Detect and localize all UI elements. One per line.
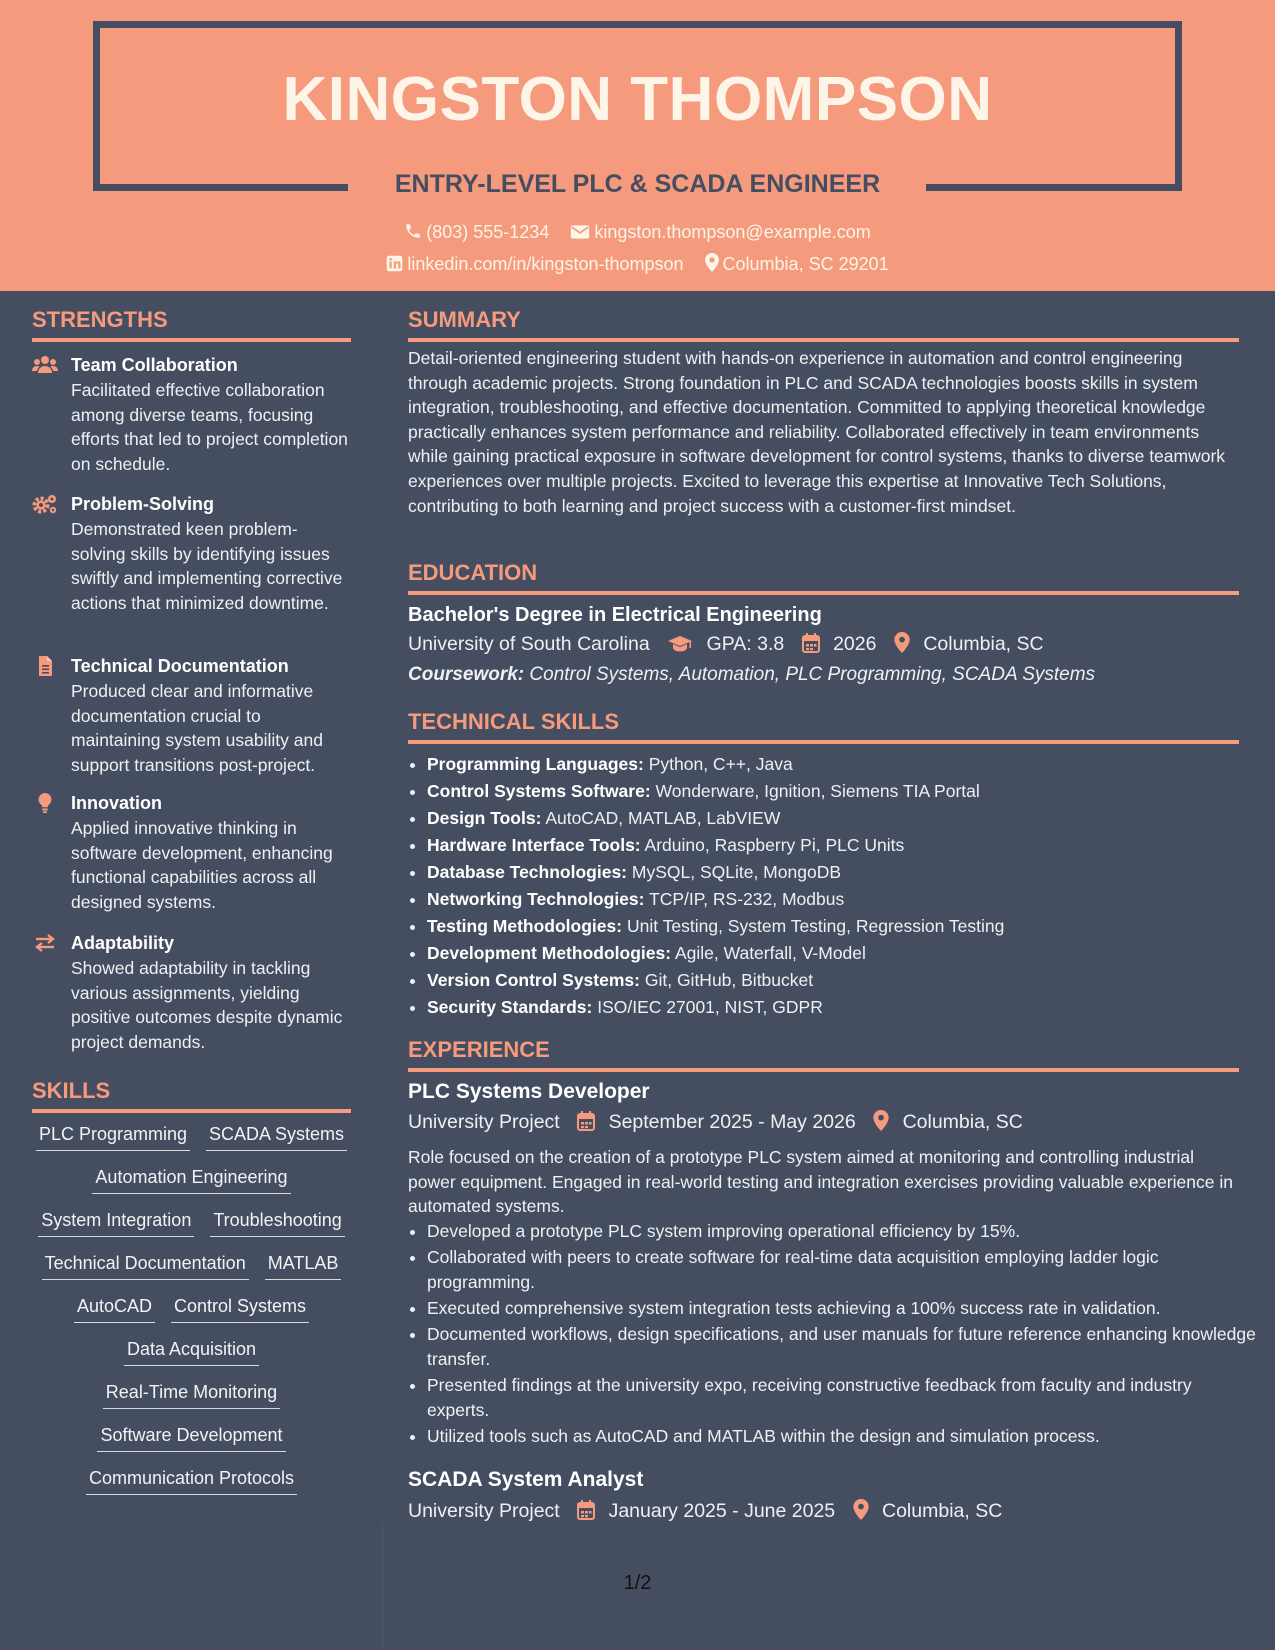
strength-desc: Showed adaptability in tackling various assignments, yielding positive outcomes despite dynamic project demands.: [71, 958, 343, 1052]
strength-desc: Produced clear and informative documentation crucial to maintaining system usability and support transitions post-project.: [71, 681, 323, 775]
tech-label: Version Control Systems:: [427, 970, 640, 990]
tech-value: Unit Testing, System Testing, Regression Testing: [626, 916, 1005, 936]
strength-desc: Facilitated effective collaboration among diverse teams, focusing efforts that led to project completion on schedule.: [71, 380, 348, 474]
tech-label: Testing Methodologies:: [427, 916, 623, 936]
coursework-list: Control Systems, Automation, PLC Programming, SCADA Systems: [529, 664, 1096, 685]
phone-text: (803) 555-1234: [426, 222, 550, 242]
tech-value: TCP/IP, RS-232, Modbus: [649, 889, 845, 909]
education-heading: EDUCATION: [408, 559, 1239, 595]
strength-item: [32, 653, 352, 777]
map-pin-icon: [894, 632, 910, 653]
list-item: • Collaborated with peers to create software for real-time data acquisition employing ladder logic programming.: [427, 1245, 1258, 1294]
job-dates: September 2025 - May 2026: [608, 1111, 856, 1133]
tech-label: Security Standards:: [427, 997, 593, 1017]
contact-row-2: [0, 251, 1275, 277]
job-bullets: [408, 1219, 1258, 1450]
strength-item: [32, 491, 352, 615]
tech-value: Wonderware, Ignition, Siemens TIA Portal: [655, 781, 980, 801]
list-item: [427, 940, 1258, 967]
list-item: • Presented findings at the university expo, receiving constructive feedback from faculty and industry experts.: [427, 1373, 1258, 1422]
map-pin-icon: [705, 253, 719, 272]
list-item: [427, 832, 1258, 859]
coursework-label: Coursework:: [408, 664, 525, 685]
technical-skills-list: [408, 751, 1258, 1021]
tech-value: ISO/IEC 27001, NIST, GDPR: [597, 997, 823, 1017]
tech-value: Python, C++, Java: [648, 754, 793, 774]
users-icon: [32, 354, 58, 376]
map-pin-icon: [853, 1499, 869, 1520]
skill-tag: Real-Time Monitoring: [103, 1380, 280, 1409]
tech-value: Git, GitHub, Bitbucket: [644, 970, 814, 990]
graduation-year: 2026: [833, 633, 877, 655]
skill-tag: Software Development: [97, 1423, 285, 1452]
skill-tag: Communication Protocols: [86, 1466, 297, 1495]
gears-icon: [32, 493, 58, 515]
list-item: • Developed a prototype PLC system improving operational efficiency by 15%.: [427, 1219, 1258, 1244]
list-item: • Executed comprehensive system integration tests achieving a 100% success rate in validation.: [427, 1296, 1258, 1321]
skill-tag: Automation Engineering: [92, 1165, 290, 1194]
calendar-icon: [802, 633, 820, 653]
page-number: 1/2: [623, 1572, 652, 1594]
arrows-exchange-icon: [32, 932, 58, 954]
coursework: [408, 661, 1095, 689]
list-item: • Documented workflows, design specifications, and user manuals for future reference enhancing knowledge transfer.: [427, 1322, 1258, 1371]
list-item: [427, 994, 1258, 1021]
skill-tag: SCADA Systems: [206, 1122, 347, 1151]
skill-tag: Technical Documentation: [42, 1251, 249, 1280]
envelope-icon: [570, 224, 590, 240]
skill-tag: Control Systems: [171, 1294, 309, 1323]
job-meta: [408, 1108, 1023, 1136]
job-description: Role focused on the creation of a prototype PLC system aimed at monitoring and controlling industrial power equipment. Engaged in real-world testing and integration exercises providing valuable experience in automated systems.: [408, 1147, 1233, 1217]
strength-title: Team Collaboration: [71, 355, 238, 375]
skill-tag: PLC Programming: [36, 1122, 190, 1151]
location-text: Columbia, SC 29201: [722, 254, 889, 274]
tech-label: Design Tools:: [427, 808, 542, 828]
tech-value: MySQL, SQLite, MongoDB: [631, 862, 842, 882]
list-item: [427, 751, 1258, 778]
list-item: [427, 886, 1258, 913]
skills-heading: SKILLS: [32, 1077, 351, 1113]
strength-item: [32, 790, 352, 914]
skill-tag: Troubleshooting: [210, 1208, 344, 1237]
tech-label: Control Systems Software:: [427, 781, 651, 801]
skills-list: [32, 1122, 351, 1495]
skill-tag: Data Acquisition: [124, 1337, 259, 1366]
tech-label: Networking Technologies:: [427, 889, 645, 909]
tech-value: Agile, Waterfall, V-Model: [674, 943, 866, 963]
skill-tag: System Integration: [38, 1208, 194, 1237]
tech-label: Hardware Interface Tools:: [427, 835, 641, 855]
linkedin-icon: [386, 255, 403, 272]
list-item: • Utilized tools such as AutoCAD and MATLAB within the design and simulation process.: [427, 1424, 1258, 1449]
list-item: [427, 778, 1258, 805]
list-item: [427, 805, 1258, 832]
job-title: SCADA System Analyst: [408, 1468, 644, 1491]
linkedin-text: linkedin.com/in/kingston-thompson: [407, 254, 684, 274]
strength-title: Technical Documentation: [71, 656, 289, 676]
job-org: University Project: [408, 1500, 560, 1522]
list-item: [427, 859, 1258, 886]
lightbulb-icon: [32, 792, 58, 814]
contact-row-1: [0, 219, 1275, 245]
strength-item: [32, 352, 352, 476]
calendar-icon: [577, 1500, 595, 1520]
strength-title: Problem-Solving: [71, 494, 215, 514]
skill-tag: AutoCAD: [74, 1294, 155, 1323]
tech-label: Development Methodologies:: [427, 943, 672, 963]
contact-location: [705, 251, 889, 277]
map-pin-icon: [873, 1110, 889, 1131]
document-icon: [32, 655, 58, 677]
list-item: [427, 913, 1258, 940]
summary-heading: SUMMARY: [408, 306, 1239, 342]
school-location: Columbia, SC: [923, 633, 1044, 655]
candidate-name: KINGSTON THOMPSON: [282, 65, 993, 134]
school-name: University of South Carolina: [408, 633, 650, 655]
strength-item: [32, 930, 352, 1054]
contact-email[interactable]: [570, 219, 870, 245]
resume-header: [0, 0, 1275, 291]
candidate-role: ENTRY-LEVEL PLC & SCADA ENGINEER: [394, 170, 881, 198]
strength-desc: Applied innovative thinking in software development, enhancing functional capabilities across all designed systems.: [71, 818, 333, 912]
tech-value: Arduino, Raspberry Pi, PLC Units: [644, 835, 905, 855]
strength-title: Adaptability: [71, 933, 175, 953]
strength-desc: Demonstrated keen problem-solving skills by identifying issues swiftly and implementing corrective actions that minimized downtime.: [71, 519, 343, 613]
contact-phone[interactable]: [404, 219, 549, 245]
skill-tag: MATLAB: [265, 1251, 342, 1280]
strength-title: Innovation: [71, 793, 162, 813]
tech-label: Database Technologies:: [427, 862, 628, 882]
summary-text: Detail-oriented engineering student with hands-on experience in automation and control engineering through academic projects. Strong foundation in PLC and SCADA technologies boosts skills in system integration, troubleshooting, and effective documentation. Committed to applying theoretical knowledge practically enhances system performance and reliability. Collaborated effectively in team environments while gaining practical exposure in software development for control systems, thanks to diverse teamwork experiences over multiple projects. Excited to leverage this expertise at Innovative Tech Solutions, contributing to both learning and project success with a customer-first mindset.: [408, 348, 1226, 516]
contact-linkedin[interactable]: [386, 251, 683, 277]
education-meta: [408, 630, 1044, 658]
job-location: Columbia, SC: [902, 1111, 1023, 1133]
list-item: [427, 967, 1258, 994]
job-dates: January 2025 - June 2025: [608, 1500, 836, 1522]
tech-label: Programming Languages:: [427, 754, 644, 774]
gpa-text: GPA: 3.8: [706, 633, 785, 655]
job-org: University Project: [408, 1111, 560, 1133]
job-location: Columbia, SC: [882, 1500, 1003, 1522]
job-title: PLC Systems Developer: [408, 1080, 650, 1103]
experience-heading: EXPERIENCE: [408, 1036, 1239, 1072]
calendar-icon: [577, 1111, 595, 1131]
email-text: kingston.thompson@example.com: [594, 222, 871, 242]
degree-title: Bachelor's Degree in Electrical Engineering: [408, 604, 822, 626]
strengths-heading: STRENGTHS: [32, 306, 351, 342]
job-meta: [408, 1497, 1002, 1525]
graduation-cap-icon: [667, 635, 693, 653]
phone-icon: [404, 222, 422, 240]
tech-value: AutoCAD, MATLAB, LabVIEW: [545, 808, 781, 828]
technical-skills-heading: TECHNICAL SKILLS: [408, 708, 1239, 744]
